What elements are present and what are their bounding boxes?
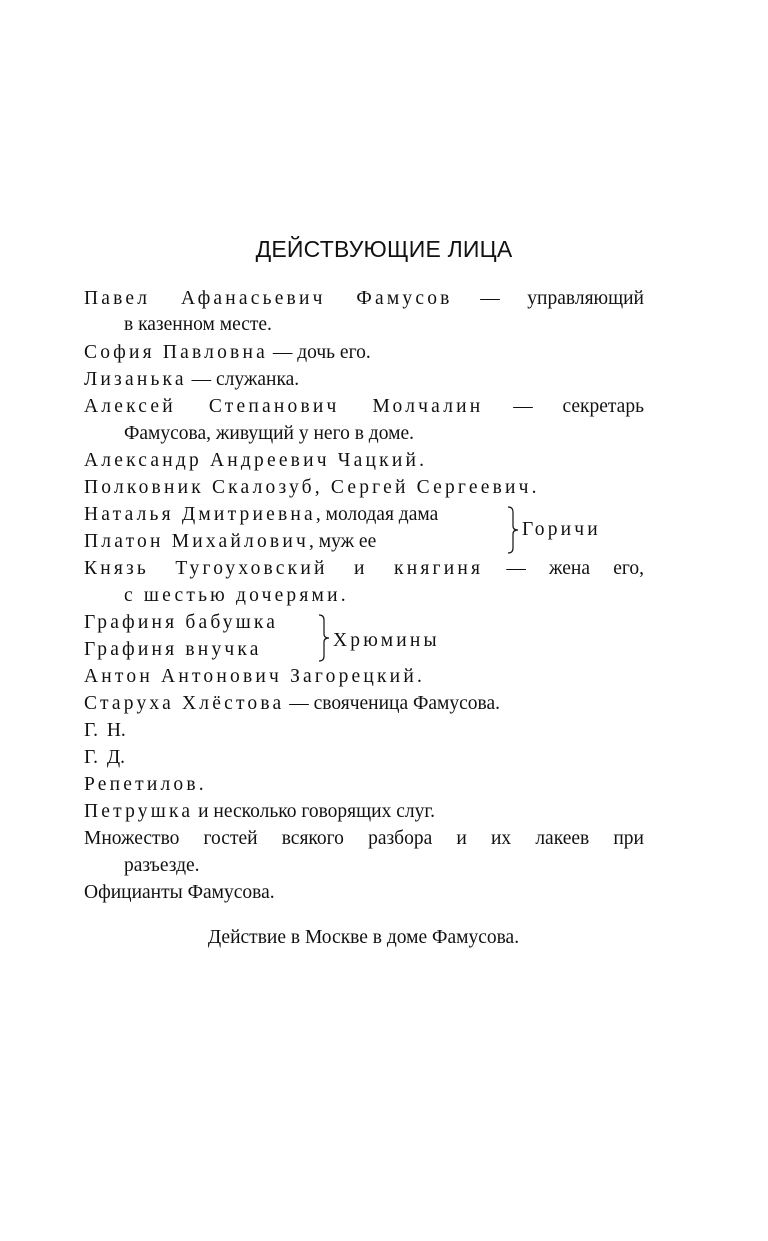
- cast-entry-famusov-cont: в казенном месте.: [124, 314, 272, 335]
- character-desc: — управляющий: [452, 288, 644, 309]
- cast-entry-sofia: [84, 341, 371, 365]
- cast-entry-repetilov: [84, 773, 207, 797]
- character-desc: — жена его,: [483, 558, 644, 579]
- cast-entry-natalia: [84, 503, 438, 527]
- cast-entry-skalozub: [84, 476, 540, 500]
- cast-entry-grafinya-vnuchka: [84, 638, 262, 662]
- cast-entry-zagoretsky: [84, 665, 425, 689]
- character-name: София Павловна: [84, 342, 268, 363]
- cast-entry-gd: Г. Д.: [84, 747, 126, 768]
- character-name: Наталья Дмитриевна: [84, 504, 316, 525]
- character-desc: , муж ее: [308, 531, 377, 552]
- cast-entry-waiters: Официанты Фамусова.: [84, 882, 275, 903]
- cast-entry-gn: Г. Н.: [84, 720, 126, 741]
- cast-entry-tugoukhovsky-cont: с шестью дочерями.: [124, 585, 349, 606]
- setting-note: Действие в Москве в доме Фамусова.: [207, 927, 520, 948]
- cast-entry-petrushka: [84, 800, 435, 824]
- character-name: Платон Михайлович: [84, 531, 309, 552]
- family-label-khryuminy: Хрюмины: [333, 630, 440, 651]
- character-name: Антон Антонович Загорецкий.: [84, 666, 426, 687]
- character-name: Репетилов.: [84, 774, 207, 795]
- character-desc: — свояченица Фамусова.: [284, 693, 501, 714]
- cast-entry-grafinya-babushka: [84, 611, 278, 635]
- cast-entry-tugoukhovsky: [84, 557, 644, 581]
- character-name: Алексей Степанович Молчалин: [84, 396, 484, 417]
- character-name: Александр Андреевич Чацкий.: [84, 450, 428, 471]
- character-name: Старуха Хлёстова: [84, 693, 285, 714]
- family-label-gorichi: Горичи: [522, 519, 601, 540]
- character-name: Графиня внучка: [84, 639, 262, 660]
- cast-entry-famusov: [84, 287, 644, 311]
- character-desc: — служанка.: [186, 369, 300, 390]
- character-desc: , молодая дама: [315, 504, 439, 525]
- character-desc: — секретарь: [483, 396, 644, 417]
- character-desc: и несколько говорящих слуг.: [193, 801, 436, 822]
- character-name: Полковник Скалозуб, Сергей Сергеевич.: [84, 477, 540, 498]
- cast-entry-platon: [84, 530, 376, 554]
- character-name: Князь Тугоуховский и княгиня: [84, 558, 484, 579]
- character-name: Павел Афанасьевич Фамусов: [84, 288, 453, 309]
- brace-khryuminy: [316, 614, 332, 662]
- cast-entry-lizanka: [84, 368, 299, 392]
- page-title: ДЕЙСТВУЮЩИЕ ЛИЦА: [255, 236, 513, 262]
- cast-entry-guests-cont: разъезде.: [124, 855, 200, 876]
- cast-entry-molchalin: [84, 395, 644, 419]
- cast-entry-molchalin-cont: Фамусова, живущий у него в доме.: [124, 423, 414, 444]
- character-name: Графиня бабушка: [84, 612, 279, 633]
- character-name: Петрушка: [84, 801, 194, 822]
- brace-gorichi: [505, 506, 521, 554]
- cast-entry-khlestova: [84, 692, 500, 716]
- cast-entry-chatsky: [84, 449, 427, 473]
- character-desc: — дочь его.: [267, 342, 371, 363]
- character-name: Лизанька: [84, 369, 187, 390]
- cast-entry-guests: Множество гостей всякого разбора и их лакеев при: [84, 828, 644, 849]
